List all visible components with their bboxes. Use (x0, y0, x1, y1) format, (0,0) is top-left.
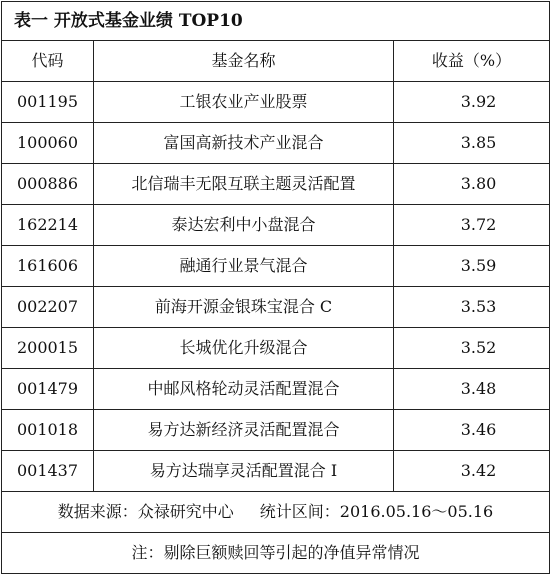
table-row (2, 164, 550, 205)
fund-code: 161606 (2, 246, 94, 287)
table-row (2, 328, 550, 369)
fund-name: 融通行业景气混合 (94, 246, 394, 287)
fund-code: 100060 (2, 123, 94, 164)
table-note-row (2, 533, 550, 574)
table-title: 表一 开放式基金业绩 TOP10 (2, 2, 550, 41)
fund-name: 长城优化升级混合 (94, 328, 394, 369)
table-row (2, 410, 550, 451)
column-header-fund-name: 基金名称 (94, 41, 394, 82)
fund-name: 富国高新技术产业混合 (94, 123, 394, 164)
fund-code: 002207 (2, 287, 94, 328)
fund-yield: 3.72 (394, 205, 550, 246)
table-header-row (2, 41, 550, 82)
fund-name: 泰达宏利中小盘混合 (94, 205, 394, 246)
statistics-period: 统计区间：2016.05.16～05.16 (259, 502, 494, 521)
fund-yield: 3.42 (394, 451, 550, 492)
fund-name: 中邮风格轮动灵活配置混合 (94, 369, 394, 410)
table-row (2, 451, 550, 492)
fund-performance-table (1, 1, 550, 574)
data-source: 数据来源：众禄研究中心 (57, 502, 234, 521)
fund-yield: 3.53 (394, 287, 550, 328)
column-header-code: 代码 (2, 41, 94, 82)
fund-yield: 3.48 (394, 369, 550, 410)
table-source-row (2, 492, 550, 533)
table-title-row (2, 2, 550, 41)
table-row (2, 246, 550, 287)
source-and-period (2, 492, 550, 533)
table-row (2, 82, 550, 123)
table-note: 注：剔除巨额赎回等引起的净值异常情况 (2, 533, 550, 574)
fund-yield: 3.59 (394, 246, 550, 287)
fund-code: 200015 (2, 328, 94, 369)
column-header-yield: 收益（%） (394, 41, 550, 82)
table-row (2, 369, 550, 410)
fund-code: 001437 (2, 451, 94, 492)
fund-code: 001018 (2, 410, 94, 451)
fund-name: 北信瑞丰无限互联主题灵活配置 (94, 164, 394, 205)
fund-code: 001479 (2, 369, 94, 410)
fund-name: 易方达瑞享灵活配置混合 I (94, 451, 394, 492)
fund-name: 易方达新经济灵活配置混合 (94, 410, 394, 451)
table-row (2, 123, 550, 164)
fund-code: 162214 (2, 205, 94, 246)
fund-code: 000886 (2, 164, 94, 205)
fund-yield: 3.46 (394, 410, 550, 451)
fund-yield: 3.80 (394, 164, 550, 205)
fund-code: 001195 (2, 82, 94, 123)
fund-yield: 3.52 (394, 328, 550, 369)
fund-yield: 3.92 (394, 82, 550, 123)
fund-name: 前海开源金银珠宝混合 C (94, 287, 394, 328)
table-row (2, 287, 550, 328)
fund-name: 工银农业产业股票 (94, 82, 394, 123)
fund-yield: 3.85 (394, 123, 550, 164)
table-row (2, 205, 550, 246)
